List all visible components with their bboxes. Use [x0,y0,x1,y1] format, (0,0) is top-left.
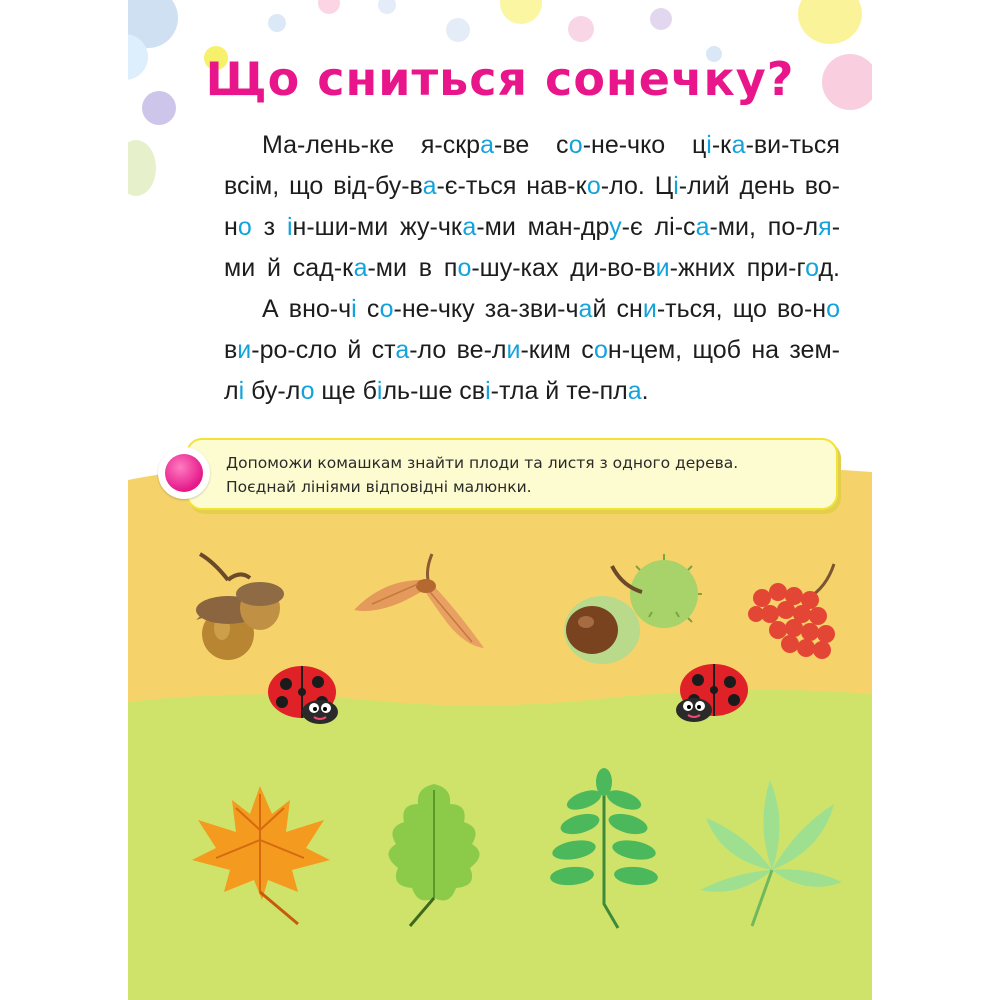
stressed-vowel: о [586,172,601,200]
stressed-vowel: а [480,131,494,159]
stressed-vowel: а [462,213,477,241]
stressed-vowel: а [353,254,368,282]
text-segment: -ло. Ц [600,172,674,200]
rowan-berries-icon[interactable] [744,558,844,664]
text-segment: А вно-ч [262,295,352,323]
task-text [226,451,738,499]
text-segment: -ми, по-л [709,213,819,241]
text-segment: ми й сад-к [224,254,354,282]
text-segment: -ться, що во-н [656,295,827,323]
text-segment: -ро-сло й ст [251,336,396,364]
stressed-vowel: и [237,336,252,364]
stressed-vowel: о [300,377,315,405]
book-page [128,0,872,1000]
text-segment: -не-чку за-зви-ч [393,295,579,323]
story-title: Що сниться сонечку? [205,52,795,106]
stressed-vowel: о [826,295,840,323]
text-segment: с [356,295,380,323]
text-segment: -лий день во- [678,172,840,200]
text-segment: -ми ман-др [476,213,610,241]
stressed-vowel: о [594,336,608,364]
text-segment: -є лі-с [621,213,696,241]
ladybug-icon [670,660,754,722]
text-segment: -ким с [520,336,594,364]
stressed-vowel: а [422,172,437,200]
task-line-1: Допоможи комашкам знайти плоди та листя з одного дерева. [226,454,739,472]
stressed-vowel: о [568,131,583,159]
oak-leaf-icon[interactable] [378,778,488,930]
text-segment: н-цем, щоб на зем- [607,336,840,364]
stressed-vowel: и [655,254,670,282]
stressed-vowel: а [695,213,710,241]
task-box [186,438,838,510]
stressed-vowel: і [376,377,383,405]
text-segment: -є-ться нав-к [436,172,587,200]
task-bullet-icon [158,447,210,499]
text-segment: -ми в п [367,254,458,282]
text-segment: - [831,213,841,241]
stressed-vowel: а [731,131,746,159]
text-segment: . [641,377,649,405]
text-segment: -шу-ках ди-во-в [471,254,656,282]
text-segment: -тла й те-пл [490,377,628,405]
stressed-vowel: о [237,213,252,241]
text-segment: й сн [592,295,643,323]
text-segment: Ма-ле [262,131,334,159]
text-segment: ль-ше св [382,377,486,405]
text-segment: -ве с [494,131,569,159]
text-segment: бу-л [244,377,301,405]
text-segment: ще б [314,377,377,405]
acorn-icon[interactable] [180,548,290,663]
text-segment: -ке я-скр [360,131,481,159]
maple-leaf-icon[interactable] [186,780,334,930]
stressed-vowel: і [238,377,245,405]
stressed-vowel: а [395,336,410,364]
rowan-leaf-icon[interactable] [530,764,670,932]
stressed-vowel: а [578,295,593,323]
stressed-vowel: а [627,377,642,405]
chestnut-leaf-icon[interactable] [696,774,846,932]
text-segment: -ви-ться [745,131,840,159]
chestnut-icon[interactable] [552,552,702,668]
stressed-vowel: і [485,377,491,405]
task-line-2: Поєднай лініями відповідні малюнки. [226,478,532,496]
text-segment: н-ши-ми жу-чк [292,213,463,241]
stressed-vowel: о [457,254,472,282]
text-segment: з [251,213,287,241]
text-segment: всім, що від-бу-в [224,172,423,200]
stressed-vowel: і [673,172,679,200]
stressed-vowel: у [609,213,622,241]
stressed-vowel: и [506,336,521,364]
text-segment: -не-чко ц [582,131,707,159]
text-segment: -жних при-г [669,254,806,282]
stressed-vowel: і [706,131,712,159]
text-segment: л [224,377,239,405]
stressed-vowel: о [379,295,394,323]
text-segment: в [224,336,238,364]
text-segment: н [224,213,238,241]
ladybug-icon [262,662,346,724]
stressed-vowel: і [351,295,357,323]
text-segment: д. [818,254,840,282]
text-segment: нь [333,131,361,159]
stressed-vowel: і [286,213,293,241]
stressed-vowel: я [818,213,832,241]
maple-seed-icon[interactable] [344,550,489,655]
text-segment: -к [711,131,732,159]
stressed-vowel: о [805,254,819,282]
stressed-vowel: и [642,295,657,323]
text-segment: -ло ве-л [409,336,507,364]
